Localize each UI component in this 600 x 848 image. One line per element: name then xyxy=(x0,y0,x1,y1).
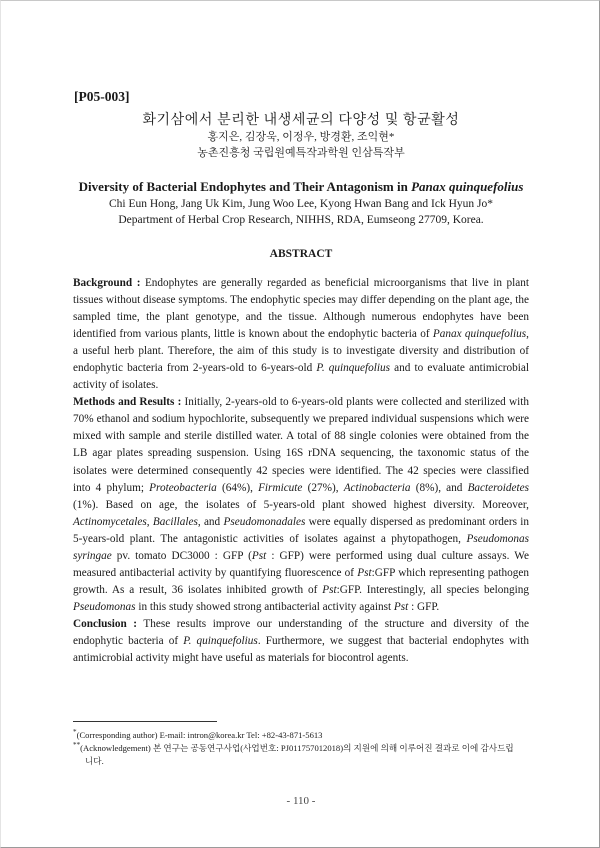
conclusion-paragraph xyxy=(73,616,529,667)
footnote-text: (Acknowledgement) 본 연구는 공동연구사업(사업번호: PJ011757012018)의 지원에 의해 이루어진 결과로 이에 감사드립 xyxy=(80,742,514,753)
italic-run: Firmicute xyxy=(258,481,303,494)
english-title xyxy=(1,179,600,195)
abstract-heading: ABSTRACT xyxy=(269,248,333,260)
korean-authors: 홍지은, 김장욱, 이정우, 방경환, 조익현* xyxy=(207,131,395,143)
italic-run: Panax quinquefolius xyxy=(432,328,527,341)
text-run: (8%), and xyxy=(410,481,468,494)
text-run: :GFP which representing pathogen growth. As a result, 36 isolates inhibited growth of xyxy=(73,566,529,596)
italic-run: Pst xyxy=(357,566,372,579)
italic-run: Bacillales xyxy=(152,515,198,528)
italic-run: Pst xyxy=(322,583,337,596)
english-authors: Chi Eun Hong, Jang Uk Kim, Jung Woo Lee, Kyong Hwan Bang and Ick Hyun Jo* xyxy=(108,198,494,210)
italic-run: P. quinquefolius xyxy=(183,634,258,647)
text-run: , a useful herb plant. Therefore, the aim of this study is to investigate diversity and distribution of endophytic bacteria from 2-years-old to 6-years-old xyxy=(73,328,529,375)
english-title-text: Diversity of Bacterial Endophytes and Their Antagonism in xyxy=(78,179,412,194)
italic-run: P. quinquefolius xyxy=(316,362,391,375)
text-run: :GFP. Interestingly, all species belonging xyxy=(336,583,529,596)
italic-run: Actinobacteria xyxy=(343,481,411,494)
footnote-acknowledgement xyxy=(73,739,531,768)
text-run: . Furthermore, we suggest that bacterial endophytes with antimicrobial activity might have useful as materials for biocontrol agents. xyxy=(73,634,529,665)
footnote-mark: * xyxy=(73,728,77,736)
poster-code: [P05-003] xyxy=(74,89,130,104)
text-run: and to evaluate antimicrobial activity of isolates. xyxy=(73,362,530,392)
english-affiliation: Department of Herbal Crop Research, NIHHS, RDA, Eumseong 27709, Korea. xyxy=(118,214,484,226)
background-paragraph xyxy=(73,275,529,394)
background-label: Background : xyxy=(73,277,141,289)
text-run: in this study showed strong antibacterial activity against xyxy=(135,600,394,613)
page-number: - 110 - xyxy=(286,795,316,807)
english-title-species: Panax quinquefolius xyxy=(411,179,524,194)
korean-title: 화기삼에서 분리한 내생세균의 다양성 및 항균활성 xyxy=(142,113,460,128)
italic-run: Pseudomonadales xyxy=(223,515,306,528)
text-run: (1%). Based on age, the isolates of 5-years-old plant showed highest diversity. Moreover, xyxy=(73,498,529,511)
korean-affiliation: 농촌진흥청 국립원예특작과학원 인삼특작부 xyxy=(197,147,405,159)
footnote-text: (Corresponding author) E-mail: intron@korea.kr Tel: +82-43-871-5613 xyxy=(76,729,323,740)
methods-label: Methods and Results : xyxy=(73,396,182,409)
abstract-body xyxy=(73,275,529,667)
text-run: were equally dispersed as predominant orders in 5-years-old plant. The antagonistic activities of isolates against a phytopathogen, xyxy=(73,515,529,545)
italic-run: Pst xyxy=(251,549,267,562)
italic-run: Pseudomonas syringae xyxy=(73,532,529,562)
footnote-divider xyxy=(73,721,217,722)
italic-run: Pst xyxy=(393,600,409,613)
text-run: , and xyxy=(197,515,224,528)
italic-run: Proteobacteria xyxy=(149,481,217,494)
italic-run: Actinomycetales xyxy=(73,515,147,528)
text-run: : GFP. xyxy=(408,600,440,613)
text-run: Initially, 2-years-old to 6-years-old plants were collected and sterilized with 70% ethanol and sodium hypochlorite, subsequently we prepared individual suspensions which were mixed with sample and sterile distilled water. A total of 88 single colonies were obtained from the LB agar plates spreading suspension. Using 16S rDNA sequencing, the taxonomic status of the isolates were determined consequently 42 species were identified. The 42 species were classified into 4 phylum; xyxy=(73,396,529,494)
footnote-mark: ** xyxy=(73,741,81,749)
text-run: : GFP) were performed using dual culture assays. We measured antibacterial activity by quantifying fluorescence of xyxy=(73,549,530,579)
conclusion-label: Conclusion : xyxy=(73,617,138,630)
text-run: Endophytes are generally regarded as beneficial microorganisms that live in plant tissues without disease symptoms. The endophytic species may differ depending on the plant age, the sampled time, the plant genotype, and the tissue. Although numerous endophytes have been identified from various plants, little is known about the endophytic bacteria of xyxy=(73,277,529,341)
methods-paragraph xyxy=(73,394,529,616)
text-run: (64%), xyxy=(216,481,259,494)
text-run: These results improve our understanding of the structure and diversity of the endophytic bacteria of xyxy=(73,617,529,647)
text-run: (27%), xyxy=(302,481,344,494)
text-run: pv. tomato DC3000 : GFP ( xyxy=(111,549,252,562)
italic-run: Pseudomonas xyxy=(73,600,136,613)
text-run: , xyxy=(146,515,153,528)
italic-run: Bacteroidetes xyxy=(467,481,529,494)
footnote-text-continued: 니다. xyxy=(85,755,104,766)
